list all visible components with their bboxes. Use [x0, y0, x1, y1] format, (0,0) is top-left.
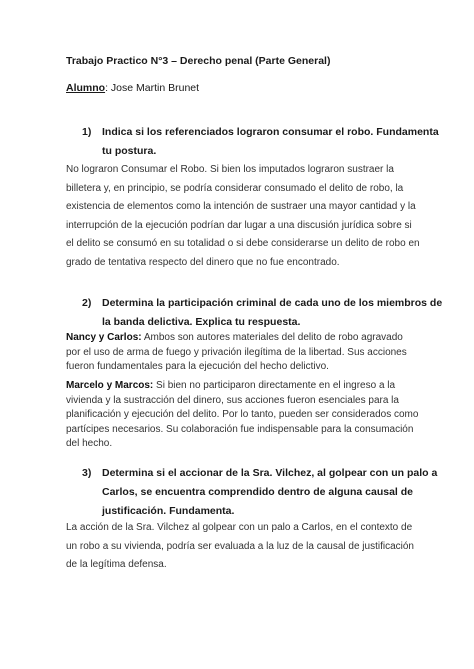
student-name: : Jose Martin Brunet	[105, 82, 200, 94]
question-1	[82, 123, 439, 161]
answer-line: de la legítima defensa.	[66, 559, 167, 570]
answer-line: existencia de elementos como la intención de sustraer una mayor cantidad y la	[66, 201, 416, 212]
answer-line: un robo a su vivienda, podría ser evaluada a la luz de la causal de justificación	[66, 540, 414, 552]
participant-text: Si bien no participaron directamente en el ingreso a la	[153, 380, 396, 391]
participant-label: Marcelo y Marcos:	[66, 380, 154, 391]
question-2	[82, 294, 442, 332]
participation-nancy-carlos	[66, 331, 407, 375]
answer-line: partícipes necesarios. Su colaboración fue indispensable para la consumación	[66, 423, 414, 435]
question-number: 2)	[82, 297, 92, 309]
answer-3	[66, 519, 414, 575]
question-line: tu postura.	[102, 145, 157, 157]
document-title: Trabajo Practico N°3 – Derecho penal (Parte General)	[66, 55, 331, 67]
student-line	[66, 82, 199, 94]
participation-marcelo-marcos	[66, 379, 418, 452]
answer-line: el delito se consumó en su totalidad o si debe considerarse un delito de robo en	[66, 238, 420, 249]
question-number: 1)	[82, 126, 92, 138]
answer-line: fueron fundamentales para la ejecución del hecho delictivo.	[66, 361, 329, 372]
answer-1	[66, 161, 420, 272]
question-number: 3)	[82, 467, 92, 479]
answer-line: La acción de la Sra. Vilchez al golpear con un palo a Carlos, en el contexto de	[66, 522, 413, 533]
question-line: justificación. Fundamenta.	[102, 505, 235, 517]
answer-line: vivienda y la sustracción del dinero, sus acciones fueron esenciales para la	[66, 394, 399, 406]
participant-label: Nancy y Carlos:	[66, 332, 142, 343]
answer-line: No lograron Consumar el Robo. Si bien los imputados lograron sustraer la	[66, 164, 394, 175]
question-line: Determina la participación criminal de cada uno de los miembros de	[102, 297, 443, 309]
question-line: Indica si los referenciados lograron consumar el robo. Fundamenta	[102, 126, 439, 138]
question-line: Determina si el accionar de la Sra. Vilchez, al golpear con un palo a	[102, 467, 438, 479]
student-label: Alumno	[66, 82, 106, 94]
answer-line: billetera y, en principio, se podría considerar consumado el delito de robo, la	[66, 182, 404, 194]
question-line: Carlos, se encuentra comprendido dentro de alguna causal de	[102, 486, 413, 498]
answer-line: planificación y ejecución del delito. Por lo tanto, pueden ser considerados como	[66, 409, 419, 420]
question-line: la banda delictiva. Explica tu respuesta.	[102, 316, 301, 328]
answer-line: por el uso de arma de fuego y privación ilegítima de la libertad. Sus acciones	[66, 346, 407, 358]
answer-line: interrupción de la ejecución podrían dar lugar a una discusión jurídica sobre si	[66, 219, 412, 231]
question-3	[82, 464, 442, 521]
participant-text: Ambos son autores materiales del delito de robo agravado	[141, 332, 403, 343]
answer-line: grado de tentativa respecto del dinero que no fue encontrado.	[66, 256, 340, 268]
answer-line: del hecho.	[66, 438, 113, 449]
